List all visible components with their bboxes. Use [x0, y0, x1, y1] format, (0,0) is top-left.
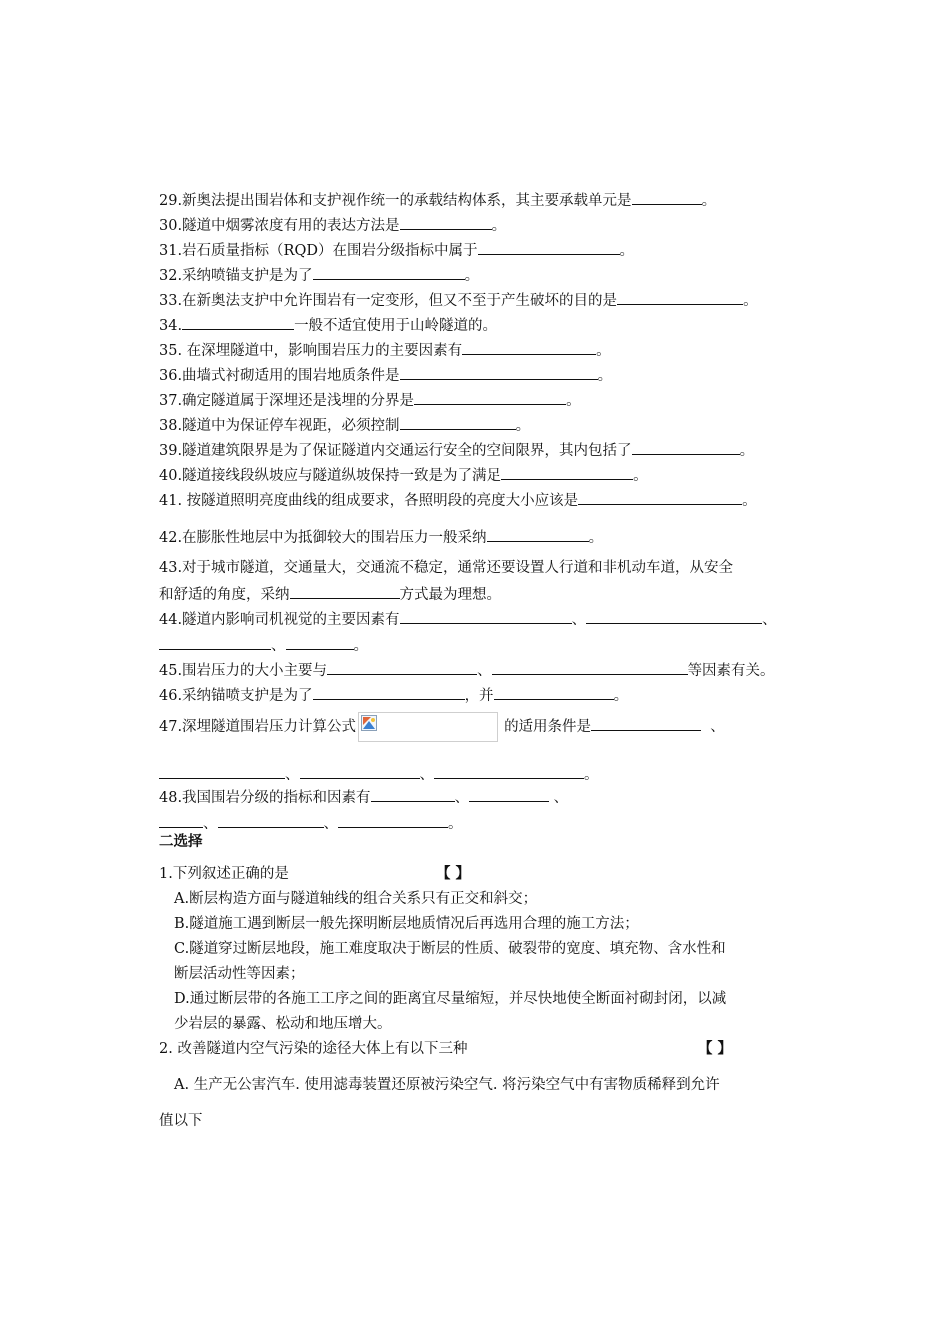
answer-blank[interactable] — [300, 763, 420, 779]
answer-blank[interactable] — [218, 812, 324, 828]
answer-blank[interactable] — [478, 239, 620, 255]
answer-blank[interactable] — [290, 583, 400, 599]
option-d-line-2: 少岩层的暴露、松动和地压增大。 — [174, 1016, 392, 1032]
option-d-line-1[interactable]: D.通过断层带的各施工工序之间的距离宜尽量缩短，并尽快地使全断面衬砌封闭，以减 — [174, 991, 727, 1007]
answer-blank[interactable] — [313, 684, 465, 700]
answer-blank[interactable] — [501, 464, 633, 480]
answer-blank[interactable] — [492, 659, 688, 675]
answer-blank[interactable] — [400, 364, 598, 380]
section-title: 二选择 — [159, 834, 203, 850]
answer-blank[interactable] — [632, 189, 702, 205]
answer-blank[interactable] — [159, 634, 271, 650]
question-44-line-1: 44.隧道内影响司机视觉的主要因素有 、 、 — [159, 608, 777, 630]
question-48-line-1: 48.我国围岩分级的指标和因素有 、 、 — [159, 786, 568, 808]
answer-blank[interactable] — [494, 684, 614, 700]
answer-blank[interactable] — [327, 659, 477, 675]
question-31: 31.岩石质量指标（RQD）在围岩分级指标中属于 。 — [159, 239, 634, 261]
question-32: 32.采纳喷锚支护是为了 。 — [159, 264, 479, 286]
answer-blank[interactable] — [313, 264, 465, 280]
answer-bracket[interactable]: 【 】 — [698, 1041, 733, 1057]
option-a[interactable]: A.断层构造方面与隧道轴线的组合关系只有正交和斜交； — [174, 891, 538, 907]
answer-blank[interactable] — [338, 812, 448, 828]
question-43-line-1: 43.对于城市隧道，交通量大，交通流不稳定，通常还要设置人行道和非机动车道，从安全 — [159, 560, 734, 576]
mc-question-1-stem: 1.下列叙述正确的是 — [159, 866, 289, 882]
answer-blank[interactable] — [371, 786, 455, 802]
answer-blank[interactable] — [469, 786, 549, 802]
question-47-line-1: 47.深埋隧道围岩压力计算公式 的适用条件是 、 — [159, 712, 725, 742]
question-40: 40.隧道接线段纵坡应与隧道纵坡保持一致是为了满足 。 — [159, 464, 648, 486]
answer-blank[interactable] — [159, 812, 203, 828]
question-29: 29.新奥法提出围岩体和支护视作统一的承载结构体系，其主要承载单元是 。 — [159, 189, 716, 211]
question-37: 37.确定隧道属于深埋还是浅埋的分界是 。 — [159, 389, 581, 411]
answer-blank[interactable] — [182, 314, 294, 330]
question-38: 38.隧道中为保证停车视距，必须控制 。 — [159, 414, 530, 436]
option-c-line-1[interactable]: C.隧道穿过断层地段，施工难度取决于断层的性质、破裂带的宽度、填充物、含水性和 — [174, 941, 726, 957]
answer-blank[interactable] — [462, 339, 596, 355]
answer-blank[interactable] — [414, 389, 566, 405]
answer-blank[interactable] — [586, 608, 762, 624]
question-41: 41. 按隧道照明亮度曲线的组成要求，各照明段的亮度大小应该是 。 — [159, 489, 757, 511]
answer-blank[interactable] — [578, 489, 742, 505]
question-35: 35. 在深埋隧道中，影响围岩压力的主要因素有 。 — [159, 339, 611, 361]
broken-image-icon — [361, 715, 377, 731]
option-a-line-1[interactable]: A. 生产无公害汽车. 使用滤毒装置还原被污染空气. 将污染空气中有害物质稀释到允许 — [174, 1077, 720, 1093]
question-34: 34. 一般不适宜使用于山岭隧道的。 — [159, 314, 497, 336]
question-45: 45.围岩压力的大小主要与 、 等因素有关。 — [159, 659, 775, 681]
answer-blank[interactable] — [286, 634, 354, 650]
answer-blank[interactable] — [400, 608, 572, 624]
question-42: 42.在膨胀性地层中为抵御较大的围岩压力一般采纳 。 — [159, 526, 603, 548]
answer-blank[interactable] — [617, 289, 743, 305]
answer-blank[interactable] — [632, 439, 740, 455]
answer-blank[interactable] — [434, 763, 584, 779]
formula-image-placeholder — [358, 712, 498, 742]
question-47-line-2: 、 、 。 — [159, 763, 599, 785]
question-33: 33.在新奥法支护中允许围岩有一定变形，但又不至于产生破坏的目的是 。 — [159, 289, 758, 311]
question-43-line-2: 和舒适的角度，采纳 方式最为理想。 — [159, 583, 501, 605]
question-48-line-2: 、 、 。 — [159, 812, 463, 834]
option-a-line-2: 值以下 — [159, 1113, 203, 1129]
question-46: 46.采纳锚喷支护是为了 ，并 。 — [159, 684, 628, 706]
option-b[interactable]: B.隧道施工遇到断层一般先探明断层地质情况后再选用合理的施工方法； — [174, 916, 639, 932]
question-44-line-2: 、 。 — [159, 634, 368, 656]
answer-blank[interactable] — [159, 763, 285, 779]
question-36: 36.曲墙式衬砌适用的围岩地质条件是 。 — [159, 364, 612, 386]
answer-blank[interactable] — [591, 715, 701, 731]
option-c-line-2: 断层活动性等因素； — [174, 966, 305, 982]
answer-blank[interactable] — [400, 214, 492, 230]
answer-blank[interactable] — [400, 414, 516, 430]
answer-blank[interactable] — [487, 526, 589, 542]
answer-bracket[interactable]: 【 】 — [436, 866, 471, 882]
question-30: 30.隧道中烟雾浓度有用的表达方法是 。 — [159, 214, 506, 236]
question-39: 39.隧道建筑限界是为了保证隧道内交通运行安全的空间限界，其内包括了 。 — [159, 439, 754, 461]
mc-question-2-stem: 2. 改善隧道内空气污染的途径大体上有以下三种 — [159, 1041, 468, 1057]
